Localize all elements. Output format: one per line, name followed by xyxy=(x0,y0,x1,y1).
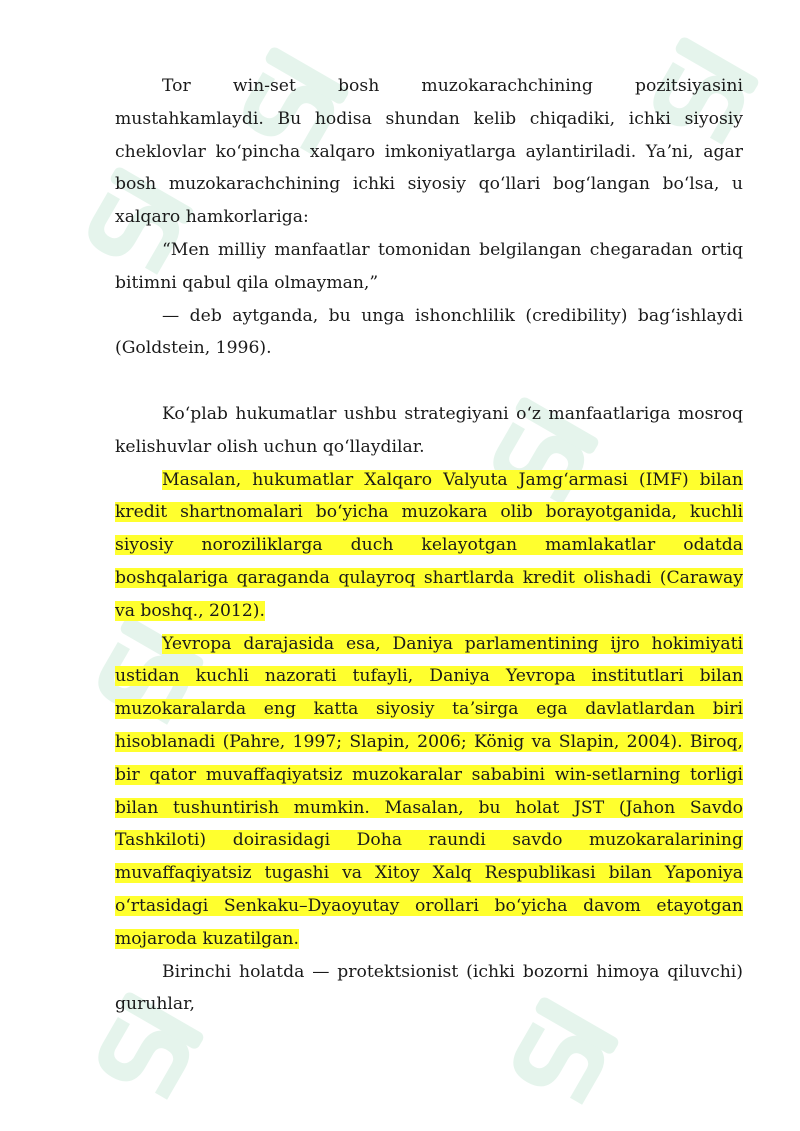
highlighted-paragraph xyxy=(115,628,743,956)
highlighted-paragraph xyxy=(115,464,743,628)
paragraph-text: Tor win-set bosh muzokarachchining pozitsiyasini mustahkamlaydi. Bu hodisa shundan kelib chiqadiki, ichki siyosiy cheklovlar koʻpincha xalqaro imkoniyatlarga aylantiriladi. Yaʼni, agar bosh muzokarachchining ichki siyosiy qoʻllari bogʻlangan boʻlsa, u xalqaro hamkorlariga: xyxy=(115,76,743,228)
paragraph-text: Koʻplab hukumatlar ushbu strategiyani oʻz manfaatlariga mosroq kelishuvlar olish uchun qoʻllaydilar. xyxy=(115,403,743,457)
paragraph xyxy=(115,398,743,464)
paragraph xyxy=(115,956,743,1022)
highlighted-text: Yevropa darajasida esa, Daniya parlamentining ijro hokimiyati ustidan kuchli nazorati tufayli, Daniya Yevropa institutlari bilan muzokaralarda eng katta siyosiy taʼsirga ega davlatlardan biri hisoblanadi (Pahre, 1997; Slapin, 2006; König va Slapin, 2004). Biroq, bir qator muvaffaqiyatsiz muzokaralar sababini win-setlarning torligi bilan tushuntirish mumkin. Masalan, bu holat JST (Jahon Savdo Tashkiloti) doirasidagi Doha raundi savdo muzokaralarining muvaffaqiyatsiz tugashi va Xitoy Xalq Respublikasi bilan Yaponiya oʻrtasidagi Senkaku–Dyaoyutay orollari boʻyicha davom etayotgan mojaroda kuzatilgan. xyxy=(115,633,743,949)
paragraph xyxy=(115,70,743,234)
paragraph xyxy=(115,300,743,366)
document-body xyxy=(115,70,743,1021)
paragraph-text: — deb aytganda, bu unga ishonchlilik (credibility) bagʻishlaydi (Goldstein, 1996). xyxy=(115,305,743,359)
quote-text: “Men milliy manfaatlar tomonidan belgilangan chegaradan ortiq bitimni qabul qila olmayman,” xyxy=(115,239,743,293)
paragraph-spacer xyxy=(115,365,743,398)
paragraph-text: Birinchi holatda — protektsionist (ichki bozorni himoya qiluvchi) guruhlar, xyxy=(115,961,743,1015)
highlighted-text: Masalan, hukumatlar Xalqaro Valyuta Jamgʻarmasi (IMF) bilan kredit shartnomalari boʻyicha muzokara olib borayotganida, kuchli siyosiy noroziliklarga duch kelayotgan mamlakatlar odatda boshqalariga qaraganda qulayroq shartlarda kredit olishadi (Caraway va boshq., 2012). xyxy=(115,469,743,621)
quote-paragraph xyxy=(115,234,743,300)
